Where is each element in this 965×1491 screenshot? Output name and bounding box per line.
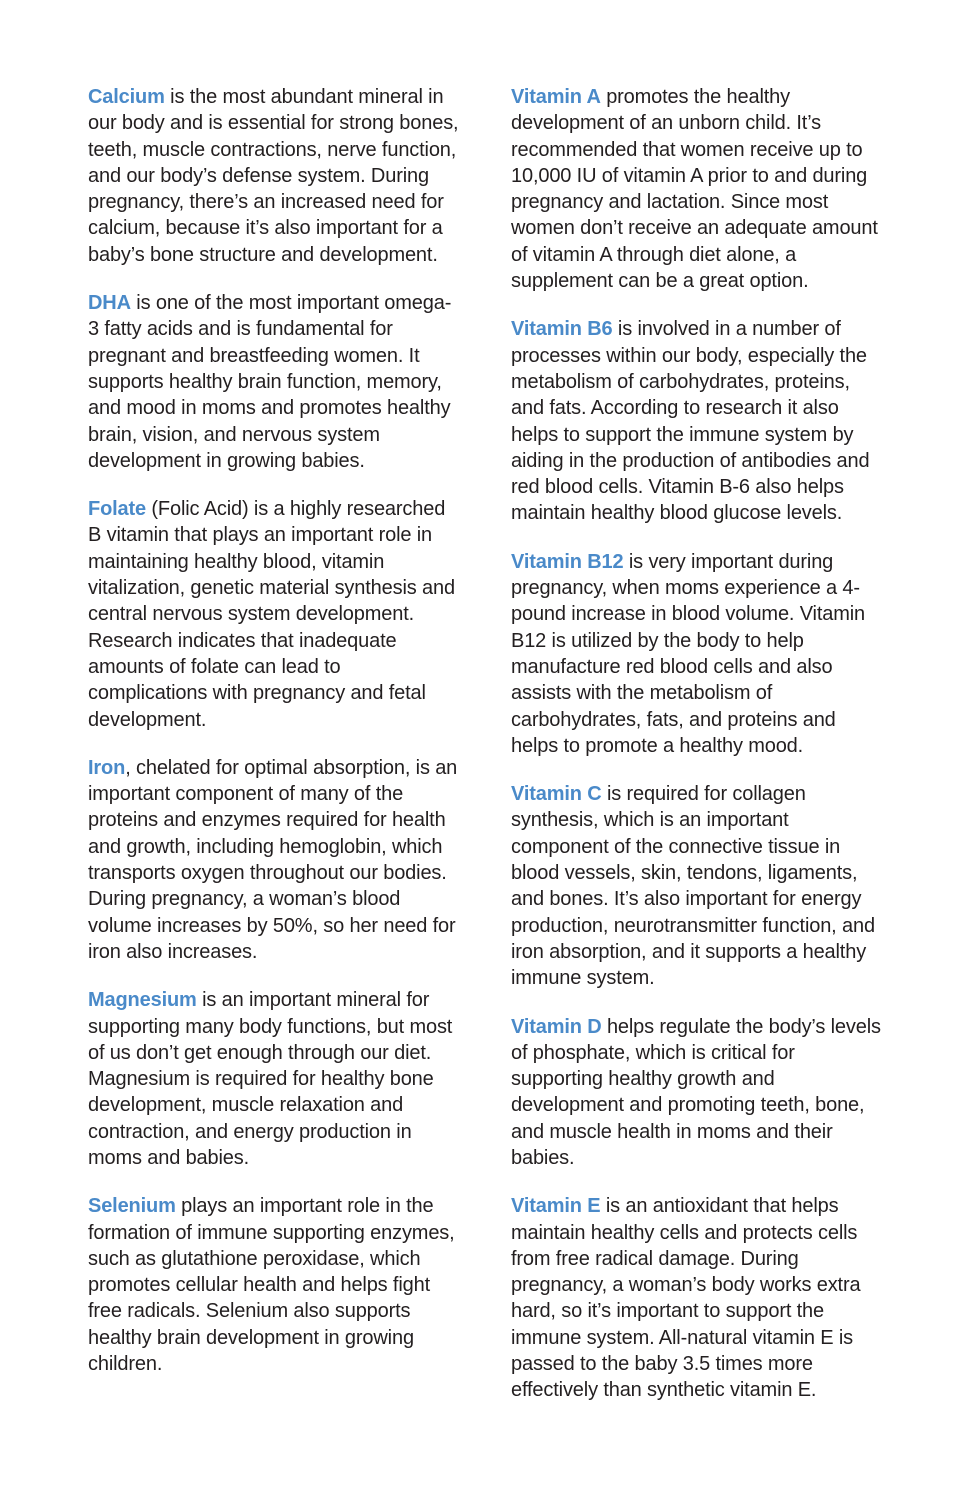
nutrient-vitamin-e [511, 1193, 883, 1403]
nutrient-term: Vitamin E [511, 1195, 601, 1218]
nutrient-vitamin-b12 [511, 549, 883, 759]
nutrient-dha [88, 290, 460, 474]
right-column [511, 84, 883, 1426]
nutrient-iron [88, 755, 460, 965]
nutrient-term: DHA [88, 292, 131, 315]
nutrient-description: promotes the healthy development of an unborn child. It’s recommended that women receive up to 10,000 IU of vitamin A prior to and during pregnancy and lactation. Since most women don’t receive an adequate amount of vitamin A through diet alone, a supplement can be a great option. [511, 86, 878, 293]
nutrient-vitamin-a [511, 84, 883, 294]
nutrient-term: Iron [88, 756, 126, 779]
nutrient-term: Magnesium [88, 989, 197, 1012]
nutrient-description: is one of the most important omega-3 fatty acids and is fundamental for pregnant and breastfeeding women. It supports healthy brain function, memory, and mood in moms and promotes healthy brain, vision, and nervous system development in growing babies. [88, 292, 452, 472]
nutrient-term: Selenium [88, 1195, 176, 1218]
nutrient-term: Vitamin D [511, 1015, 602, 1038]
nutrient-folate [88, 496, 460, 733]
nutrient-vitamin-c [511, 781, 883, 991]
nutrient-term: Vitamin A [511, 86, 601, 108]
nutrient-term: Vitamin B6 [511, 318, 613, 341]
nutrient-vitamin-b6 [511, 316, 883, 526]
left-column [88, 84, 460, 1399]
nutrient-selenium [88, 1193, 460, 1377]
nutrient-term: Calcium [88, 86, 165, 108]
nutrient-term: Vitamin B12 [511, 550, 624, 573]
nutrient-description: is involved in a number of processes within our body, especially the metabolism of carbohydrates, proteins, and fats. According to research it also helps to support the immune system by aiding in the production of antibodies and red blood cells. Vitamin B-6 also helps maintain healthy blood glucose levels. [511, 318, 870, 525]
nutrient-description: is very important during pregnancy, when moms experience a 4-pound increase in blood volume. Vitamin B12 is utilized by the body to help manufacture red blood cells and also assists with the metabolism of carbohydrates, fats, and proteins and helps to promote a healthy mood. [511, 550, 866, 757]
nutrient-description: is the most abundant mineral in our body and is essential for strong bones, teeth, muscle contractions, nerve function, and our body’s defense system. During pregnancy, there’s an increased need for calcium, because it’s also important for a baby’s bone structure and development. [88, 86, 459, 266]
nutrient-description: is an important mineral for supporting many body functions, but most of us don’t get enough through our diet. Magnesium is required for healthy bone development, muscle relaxation and contraction, and energy production in moms and babies. [88, 989, 453, 1169]
nutrient-term: Folate [88, 498, 146, 521]
nutrient-description: helps regulate the body’s levels of phosphate, which is critical for supporting healthy growth and development and promoting teeth, bone, and muscle health in moms and their babies. [511, 1015, 881, 1169]
nutrient-description: , chelated for optimal absorption, is an important component of many of the proteins and enzymes required for health and growth, including hemoglobin, which transports oxygen throughout our bodies. During pregnancy, a woman’s blood volume increases by 50%, so her need for iron also increases. [88, 756, 458, 963]
nutrient-term: Vitamin C [511, 783, 602, 806]
nutrient-description: (Folic Acid) is a highly researched B vitamin that plays an important role in maintaining healthy blood, vitamin vitalization, genetic material synthesis and central nervous system development. Research indicates that inadequate amounts of folate can lead to complications with pregnancy and fetal development. [88, 498, 455, 731]
nutrient-description: is required for collagen synthesis, which is an important component of the connective tissue in blood vessels, skin, tendons, ligaments, and bones. It’s also important for energy production, neurotransmitter function, and iron absorption, and it supports a healthy immune system. [511, 783, 875, 990]
nutrient-calcium [88, 84, 460, 268]
nutrient-description: is an antioxidant that helps maintain healthy cells and protects cells from free radical damage. During pregnancy, a woman’s body works extra hard, so it’s important to support the immune system. All-natural vitamin E is passed to the baby 3.5 times more effectively than synthetic vitamin E. [511, 1195, 861, 1402]
nutrient-vitamin-d [511, 1014, 883, 1172]
nutrient-description: plays an important role in the formation of immune supporting enzymes, such as glutathione peroxidase, which promotes cellular health and helps fight free radicals. Selenium also supports healthy brain development in growing children. [88, 1195, 455, 1376]
nutrient-magnesium [88, 987, 460, 1171]
